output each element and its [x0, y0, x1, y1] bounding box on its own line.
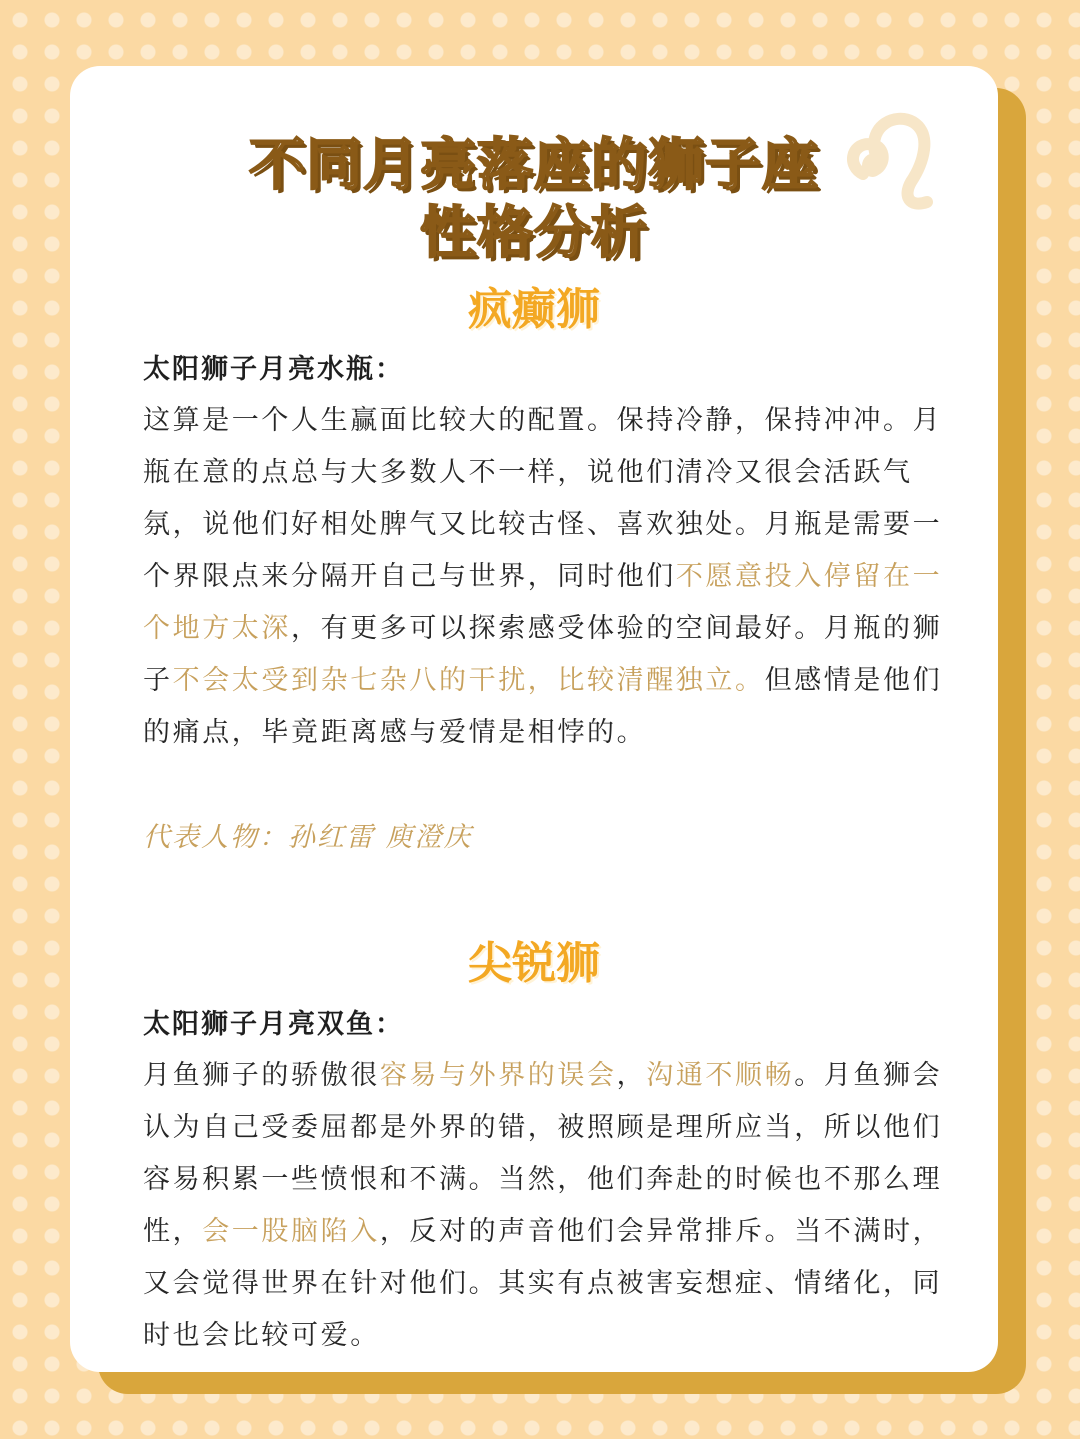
- highlight-text: 不愿意投入停留在一个地方太深: [143, 561, 943, 644]
- section-paragraph-pisces: [143, 1050, 953, 1362]
- text-segment: 月鱼狮子的骄傲很: [143, 1060, 380, 1091]
- representatives-aquarius: 代表人物：孙红雷 庾澄庆: [143, 822, 473, 853]
- section-subhead-pisces: 太阳狮子月亮双鱼：: [143, 1009, 404, 1040]
- page-title-line-2: 性格分析: [420, 201, 648, 266]
- section-paragraph-aquarius: [143, 395, 953, 759]
- highlight-text: 沟通不顺畅: [646, 1060, 795, 1091]
- text-segment: 但感情是他们的痛点，毕竟距离感与爱情是相悖的。: [143, 665, 943, 748]
- highlight-text: 不会太受到杂七杂八的干扰，比较清醒独立。: [172, 665, 765, 696]
- section-title-sharp-lion: 尖锐狮: [468, 938, 600, 989]
- text-segment: ，反对的声音他们会异常排斥。当不满时，又会觉得世界在针对他们。其实有点被害妄想症、情绪化，同时也会比较可爱。: [143, 1216, 943, 1351]
- text-segment: 。月鱼狮会认为自己受委屈都是外界的错，被照顾是理所应当，所以他们容易积累一些愤恨和不满。当然，他们奔赴的时候也不那么理性，: [143, 1060, 943, 1247]
- page-title-line-1: 不同月亮落座的狮子座: [249, 133, 819, 198]
- text-segment: ，: [616, 1060, 647, 1091]
- text-segment: ，有更多可以探索感受体验的空间最好。月瓶的狮子: [143, 613, 943, 696]
- section-subhead-aquarius: 太阳狮子月亮水瓶：: [143, 354, 404, 385]
- highlight-text: 会一股脑陷入: [202, 1216, 380, 1247]
- content-card: [70, 66, 998, 1372]
- text-segment: 这算是一个人生赢面比较大的配置。保持冷静，保持冲冲。月瓶在意的点总与大多数人不一样，说他们清冷又很会活跃气氛，说他们好相处脾气又比较古怪、喜欢独处。月瓶是需要一个界限点来分隔开自己与世界，同时他们: [143, 405, 943, 592]
- section-title-crazy-lion: 疯癫狮: [468, 284, 600, 335]
- highlight-text: 容易与外界的误会: [379, 1060, 617, 1091]
